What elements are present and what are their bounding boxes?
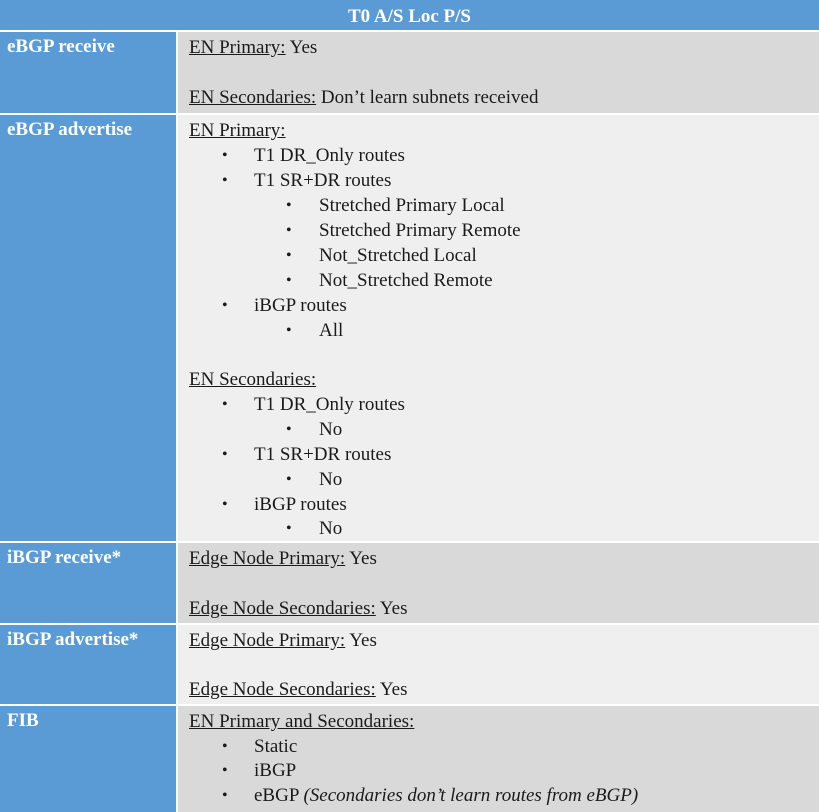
fib-heading: EN Primary and Secondaries:	[189, 711, 415, 732]
bullet: •	[222, 446, 228, 463]
bullet: •	[286, 520, 292, 537]
list-item: T1 SR+DR routes	[254, 444, 392, 465]
ebgp-receive-primary-val: Yes	[285, 37, 318, 58]
ibgp-receive-secondary	[189, 597, 407, 621]
bullet: •	[286, 222, 292, 239]
ebgp-receive-primary	[189, 36, 317, 60]
table-header: T0 A/S Loc P/S	[0, 0, 819, 32]
list-item: Stretched Primary Remote	[319, 220, 521, 241]
bullet: •	[286, 322, 292, 339]
list-item: T1 SR+DR routes	[254, 170, 392, 191]
bullet: •	[286, 471, 292, 488]
cell-ibgp-receive	[178, 543, 819, 625]
list-item: T1 DR_Only routes	[254, 145, 405, 166]
list-item: No	[319, 469, 343, 490]
row-label-ibgp-receive: iBGP receive*	[0, 543, 178, 625]
ibgp-receive-secondary-val: Yes	[375, 598, 408, 619]
ibgp-receive-secondary-key: Edge Node Secondaries:	[189, 598, 376, 619]
ibgp-advertise-primary-key: Edge Node Primary:	[189, 630, 346, 651]
row-fib	[0, 704, 819, 812]
cell-ebgp-advertise	[178, 115, 819, 543]
ibgp-advertise-primary-val: Yes	[345, 630, 377, 651]
ibgp-advertise-secondary	[189, 678, 407, 702]
ibgp-advertise-primary	[189, 629, 377, 653]
list-item: Not_Stretched Local	[319, 245, 477, 266]
bullet: •	[286, 421, 292, 438]
cell-fib	[178, 706, 819, 812]
bullet: •	[222, 396, 228, 413]
row-ibgp-advertise	[0, 623, 819, 706]
bullet: •	[222, 496, 228, 513]
row-label-fib: FIB	[0, 706, 178, 812]
ebgp-receive-primary-key: EN Primary:	[189, 37, 286, 58]
cell-ibgp-advertise	[178, 625, 819, 706]
row-label-ibgp-advertise: iBGP advertise*	[0, 625, 178, 706]
list-item: All	[319, 320, 344, 341]
list-item: T1 DR_Only routes	[254, 394, 405, 415]
ebgp-receive-secondary-key: EN Secondaries:	[189, 87, 317, 108]
list-item: Not_Stretched Remote	[319, 270, 493, 291]
ibgp-advertise-secondary-val: Yes	[375, 679, 408, 700]
ibgp-receive-primary-val: Yes	[345, 548, 377, 569]
bullet: •	[222, 762, 228, 779]
bullet: •	[222, 297, 228, 314]
bullet: •	[222, 172, 228, 189]
bullet: •	[286, 272, 292, 289]
row-ibgp-receive	[0, 541, 819, 625]
ebgp-advertise-primary-heading: EN Primary:	[189, 120, 286, 141]
bullet: •	[222, 787, 228, 804]
ibgp-receive-primary-key: Edge Node Primary:	[189, 548, 346, 569]
ebgp-receive-secondary	[189, 86, 538, 110]
list-item: Static	[254, 736, 298, 757]
ibgp-advertise-secondary-key: Edge Node Secondaries:	[189, 679, 376, 700]
list-item: iBGP routes	[254, 494, 347, 515]
row-ebgp-receive	[0, 32, 819, 113]
ebgp-advertise-secondary-heading: EN Secondaries:	[189, 369, 317, 390]
list-item: iBGP	[254, 760, 297, 781]
bullet: •	[222, 147, 228, 164]
cell-ebgp-receive	[178, 32, 819, 113]
row-label-ebgp-receive: eBGP receive	[0, 32, 178, 113]
list-item-ebgp	[254, 784, 638, 808]
list-item: Stretched Primary Local	[319, 195, 505, 216]
bullet: •	[286, 247, 292, 264]
bullet: •	[286, 197, 292, 214]
bullet: •	[222, 738, 228, 755]
list-item: No	[319, 419, 343, 440]
ebgp-receive-secondary-val: Don’t learn subnets received	[316, 87, 539, 108]
row-label-ebgp-advertise: eBGP advertise	[0, 115, 178, 543]
ibgp-receive-primary	[189, 547, 377, 571]
list-item: iBGP routes	[254, 295, 347, 316]
fib-ebgp-label: eBGP	[254, 785, 299, 806]
fib-ebgp-note: (Secondaries don’t learn routes from eBGP)	[303, 785, 639, 806]
row-ebgp-advertise	[0, 113, 819, 543]
list-item: No	[319, 518, 343, 539]
